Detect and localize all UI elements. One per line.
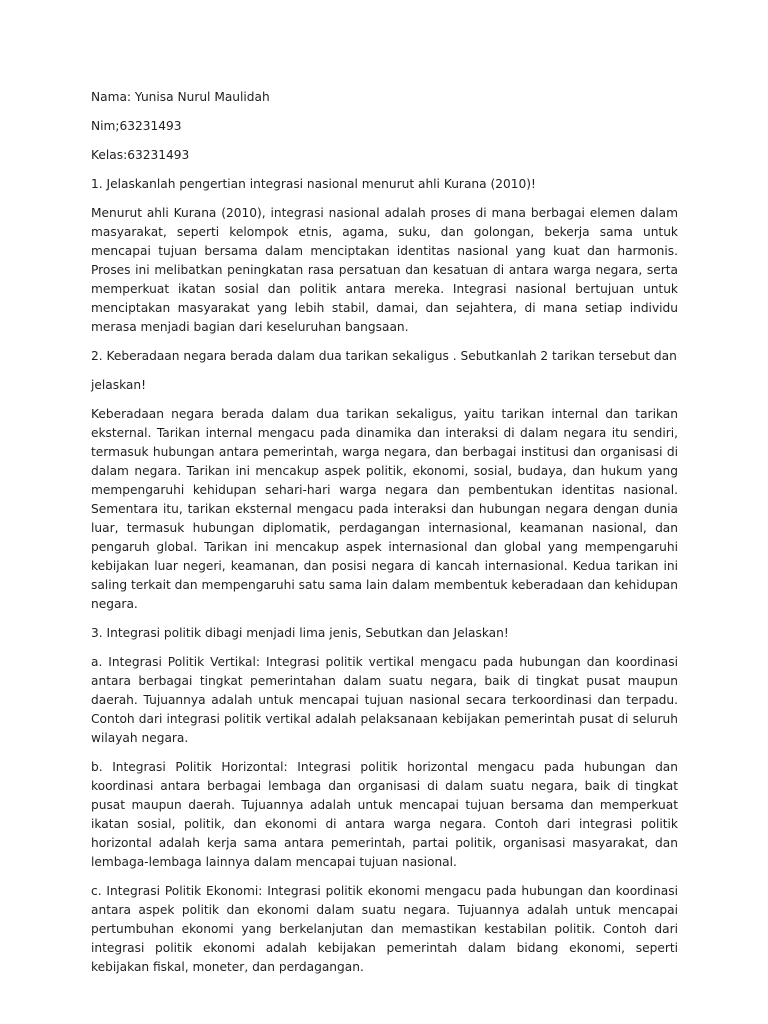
document-page bbox=[91, 88, 678, 987]
question-2-line-2: jelaskan! bbox=[91, 378, 147, 392]
student-class: Kelas:63231493 bbox=[91, 148, 190, 162]
answer-2: Keberadaan negara berada dalam dua tarikan sekaligus, yaitu tarikan internal dan tarikan eksternal. Tarikan internal mengacu pada dinamika dan interaksi di dalam negara itu sendiri, termasuk hubungan antara pemerintah, warga negara, dan berbagai institusi dan organisasi di dalam negara. Tarikan ini mencakup aspek politik, ekonomi, sosial, budaya, dan hukum yang mempengaruhi kehidupan sehari-hari warga negara dan pembentukan identitas nasional. Sementara itu, tarikan eksternal mengacu pada interaksi dan hubungan negara dengan dunia luar, termasuk hubungan diplomatik, perdagangan internasional, keamanan nasional, dan pengaruh global. Tarikan ini mencakup aspek internasional dan global yang mempengaruhi kebijakan luar negeri, keamanan, dan posisi negara di kancah internasional. Kedua tarikan ini saling terkait dan mempengaruhi satu sama lain dalam membentuk keberadaan dan kehidupan negara. bbox=[91, 407, 678, 611]
answer-1: Menurut ahli Kurana (2010), integrasi nasional adalah proses di mana berbagai elemen dalam masyarakat, seperti kelompok etnis, agama, suku, dan golongan, bekerja sama untuk mencapai tujuan bersama dalam menciptakan identitas nasional yang kuat dan harmonis. Proses ini melibatkan peningkatan rasa persatuan dan kesatuan di antara warga negara, serta memperkuat ikatan sosial dan politik antara mereka. Integrasi nasional bertujuan untuk menciptakan masyarakat yang lebih stabil, damai, dan sejahtera, di mana setiap individu merasa menjadi bagian dari keseluruhan bangsaan. bbox=[91, 206, 678, 334]
question-3: 3. Integrasi politik dibagi menjadi lima jenis, Sebutkan dan Jelaskan! bbox=[91, 626, 509, 640]
question-1: 1. Jelaskanlah pengertian integrasi nasional menurut ahli Kurana (2010)! bbox=[91, 177, 536, 191]
answer-3c: c. Integrasi Politik Ekonomi: Integrasi politik ekonomi mengacu pada hubungan dan koordinasi antara aspek politik dan ekonomi dalam suatu negara. Tujuannya adalah untuk mencapai pertumbuhan ekonomi yang berkelanjutan dan memastikan kestabilan politik. Contoh dari integrasi politik ekonomi adalah kebijakan pemerintah dalam bidang ekonomi, seperti kebijakan fiskal, moneter, dan perdagangan. bbox=[91, 884, 678, 974]
answer-3a: a. Integrasi Politik Vertikal: Integrasi politik vertikal mengacu pada hubungan dan koordinasi antara berbagai tingkat pemerintahan dalam suatu negara, baik di tingkat pusat maupun daerah. Tujuannya adalah untuk mencapai tujuan nasional secara terkoordinasi dan terpadu. Contoh dari integrasi politik vertikal adalah pelaksanaan kebijakan pemerintah pusat di seluruh wilayah negara. bbox=[91, 655, 678, 745]
answer-3b: b. Integrasi Politik Horizontal: Integrasi politik horizontal mengacu pada hubungan dan koordinasi antara berbagai lembaga dan organisasi di dalam suatu negara, baik di tingkat pusat maupun daerah. Tujuannya adalah untuk mencapai tujuan bersama dan memperkuat ikatan sosial, politik, dan ekonomi di antara warga negara. Contoh dari integrasi politik horizontal adalah kerja sama antara pemerintah, partai politik, organisasi masyarakat, dan lembaga-lembaga lainnya dalam mencapai tujuan nasional. bbox=[91, 760, 678, 869]
question-2-line-1: 2. Keberadaan negara berada dalam dua tarikan sekaligus . Sebutkanlah 2 tarikan tersebut dan bbox=[91, 349, 677, 363]
student-nim: Nim;63231493 bbox=[91, 119, 182, 133]
student-name: Nama: Yunisa Nurul Maulidah bbox=[91, 90, 270, 104]
